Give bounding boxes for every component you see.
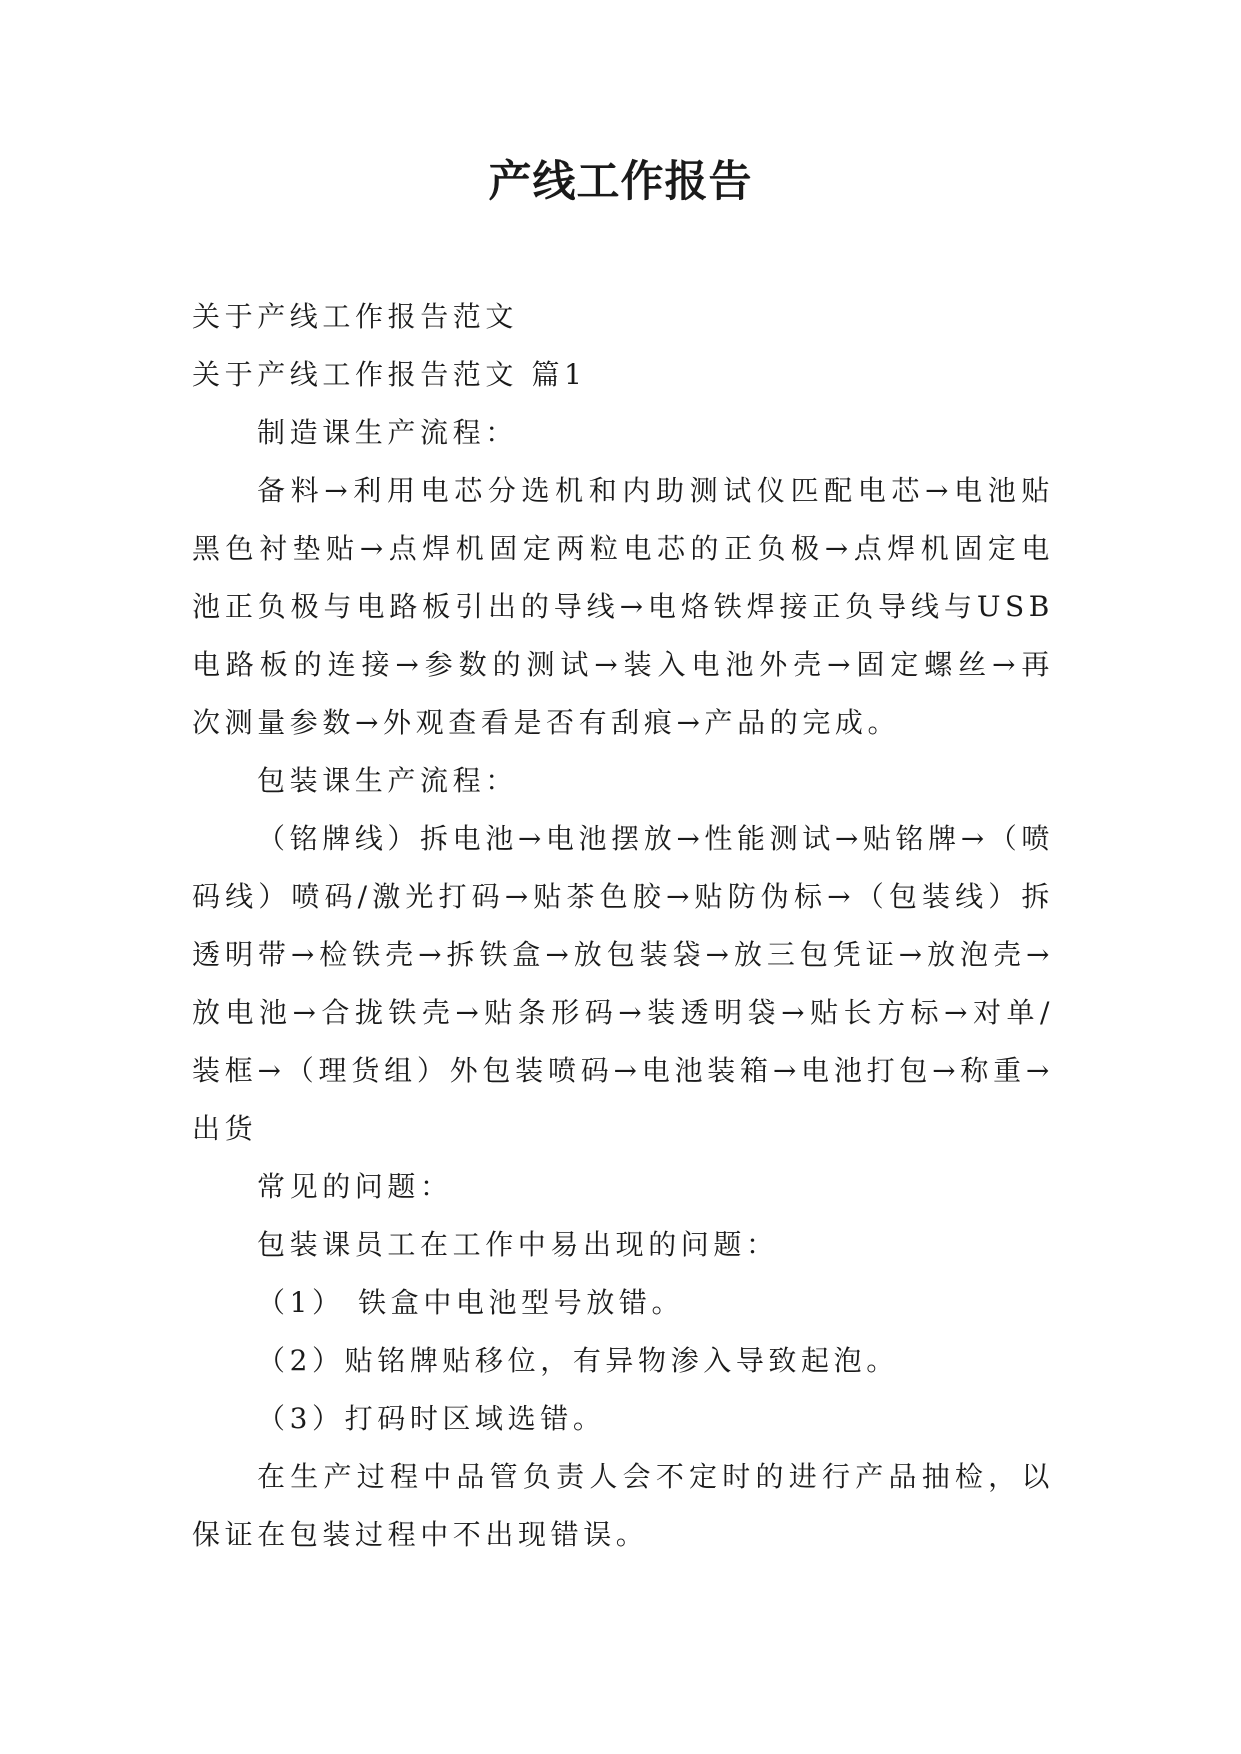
paragraph-manufacturing-heading: 制造课生产流程： [257,416,518,449]
list-item-issue-1: （1） 铁盒中电池型号放错。 [257,1286,685,1319]
paragraph-common-issues-heading: 常见的问题： [257,1170,453,1203]
paragraph-packaging-flow: （铭牌线）拆电池→电池摆放→性能测试→贴铭牌→（喷码线）喷码/激光打码→贴茶色胶→贴防伪标→（包装线）拆透明带→检铁壳→拆铁盒→放包装袋→放三包凭证→放泡壳→放电池→合拢铁壳→贴条形码→装透明袋→贴长方标→对单/装框→（理货组）外包装喷码→电池装箱→电池打包→称重→出货 [192,822,1054,1145]
list-item-issue-3: （3）打码时区域选错。 [257,1402,606,1435]
document-title: 产线工作报告 [488,157,753,207]
paragraph-packaging-heading: 包装课生产流程： [257,764,518,797]
paragraph-quality-inspection: 在生产过程中品管负责人会不定时的进行产品抽检，以保证在包装过程中不出现错误。 [192,1460,1054,1551]
list-item-issue-2: （2）贴铭牌贴移位，有异物渗入导致起泡。 [257,1344,899,1377]
paragraph-packaging-issues-intro: 包装课员工在工作中易出现的问题： [257,1228,779,1261]
document-body [192,288,1054,1564]
document-subtitle: 关于产线工作报告范文 [192,300,519,333]
section-heading: 关于产线工作报告范文 篇1 [192,358,587,391]
paragraph-manufacturing-flow: 备料→利用电芯分选机和内助测试仪匹配电芯→电池贴黑色衬垫贴→点焊机固定两粒电芯的正负极→点焊机固定电池正负极与电路板引出的导线→电烙铁焊接正负导线与USB电路板的连接→参数的测试→装入电池外壳→固定螺丝→再次测量参数→外观查看是否有刮痕→产品的完成。 [192,474,1054,739]
